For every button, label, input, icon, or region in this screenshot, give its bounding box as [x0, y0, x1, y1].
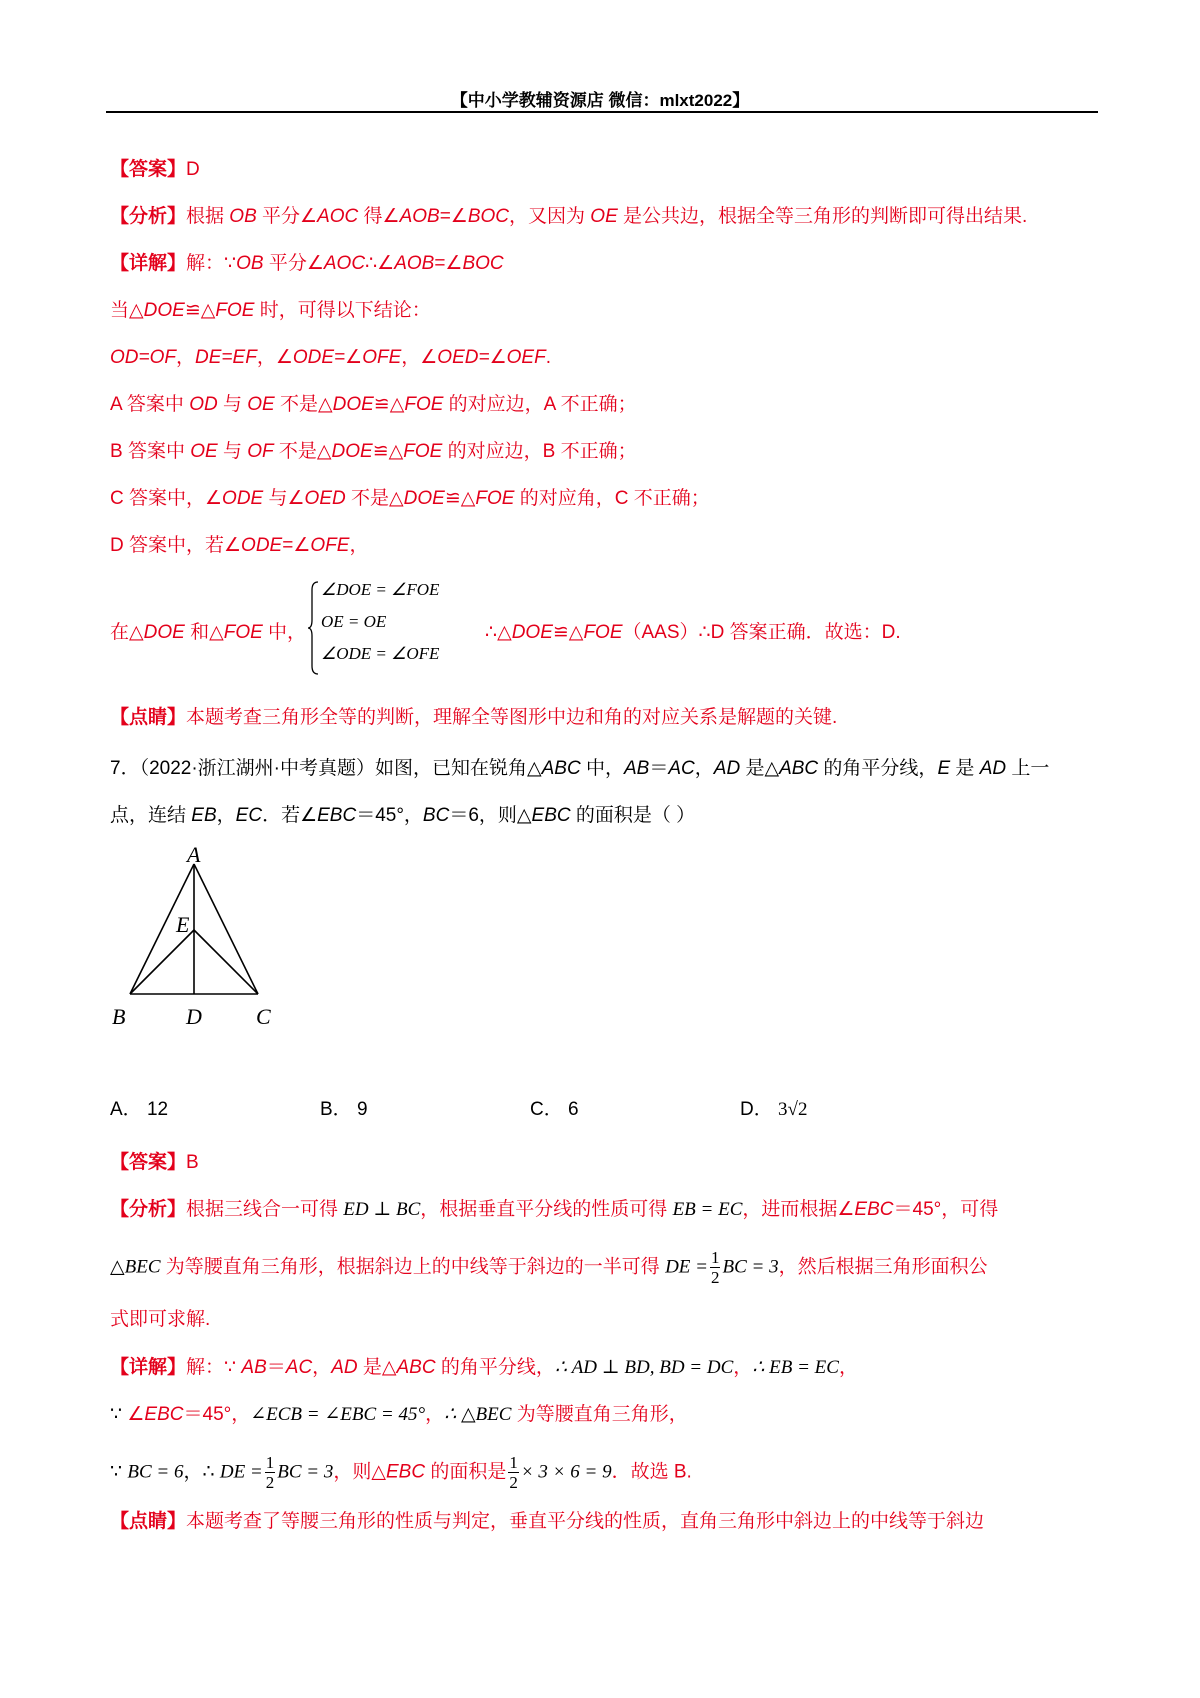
- option-label: B．: [320, 1099, 352, 1120]
- math: AOB: [399, 206, 440, 227]
- text: 当△: [110, 300, 144, 321]
- math: × 3 × 6 = 9: [520, 1461, 612, 1483]
- math: EBC: [317, 805, 357, 826]
- text: ＝: [649, 758, 669, 779]
- q7-answer-tag: 【答案】: [110, 1152, 187, 1173]
- math: FOE: [583, 622, 623, 643]
- option-value: 6: [568, 1099, 579, 1120]
- math: OD: [110, 347, 139, 368]
- fraction: [710, 1248, 721, 1287]
- q6-answer-line: [110, 158, 200, 182]
- text: =∠: [434, 253, 463, 274]
- text: ＝45°，可得: [893, 1199, 999, 1220]
- text: ，∠: [256, 347, 293, 368]
- math: DOE: [331, 441, 373, 462]
- math: FOE: [404, 394, 444, 415]
- math: ODE: [292, 347, 335, 368]
- text: 是: [950, 758, 980, 779]
- math: ODE: [222, 488, 264, 509]
- q7-analysis-tag: 【分析】: [110, 1199, 187, 1220]
- text: 是△: [357, 1357, 397, 1378]
- math: DE: [195, 347, 222, 368]
- equation-system: [307, 580, 477, 676]
- option-d[interactable]: [740, 1094, 807, 1121]
- math: OEF: [506, 347, 546, 368]
- text: ，: [176, 347, 196, 368]
- text: ，: [425, 1404, 445, 1425]
- text: ，: [694, 758, 714, 779]
- q6-line-3: [110, 346, 551, 370]
- math: BOC: [462, 253, 504, 274]
- math: DE =: [665, 1256, 708, 1278]
- q7-options: [110, 1094, 1010, 1122]
- math: OB: [236, 253, 264, 274]
- math: OED: [304, 488, 346, 509]
- q7-answer: B: [186, 1152, 199, 1173]
- text: 7．（2022·浙江湖州·中考真题）如图，已知在锐角△: [110, 758, 542, 779]
- page-header: 【中小学教辅资源店 微信：mlxt2022】: [450, 91, 750, 110]
- math: OB: [229, 206, 257, 227]
- math: AB: [623, 758, 650, 779]
- text: 的角平分线，: [818, 758, 938, 779]
- math: EB: [191, 805, 217, 826]
- math: FOE: [403, 441, 443, 462]
- denominator: 2: [710, 1268, 720, 1287]
- math: DOE: [511, 622, 553, 643]
- math: DOE: [143, 300, 185, 321]
- text: ．故选 B.: [611, 1461, 692, 1483]
- text: ≌△: [373, 394, 405, 415]
- text: 得∠: [358, 206, 400, 227]
- option-label: A．: [110, 1099, 142, 1120]
- text: 的对应边，A 不正确；: [443, 394, 637, 415]
- math: =∠: [334, 347, 363, 368]
- math: AOB: [394, 253, 435, 274]
- math: AC: [285, 1357, 313, 1378]
- q6-line-2: [110, 299, 431, 323]
- q7-stem-line-1: [110, 757, 1049, 781]
- text: 不是△: [274, 394, 333, 415]
- text: ．若∠: [262, 805, 318, 826]
- fraction: [508, 1453, 519, 1492]
- q7-detail-line-1: [110, 1356, 858, 1380]
- math: ∴ AD ⊥ BD, BD = DC: [554, 1357, 734, 1378]
- math: EBC: [144, 1404, 184, 1425]
- text: ＝: [266, 1357, 286, 1378]
- segment-eb: [130, 930, 194, 994]
- text: 解：∵: [186, 253, 237, 274]
- text: ＝45°，: [183, 1404, 251, 1425]
- q7-comment: 本题考查了等腰三角形的性质与判定，垂直平分线的性质，直角三角形中斜边上的中线等于斜边: [186, 1511, 985, 1532]
- segment-ec: [194, 930, 258, 994]
- text: =∠: [282, 535, 311, 556]
- option-value: 3√2: [778, 1099, 808, 1120]
- brace-icon: [307, 580, 319, 676]
- q6-line-8-post: [485, 621, 901, 645]
- text: ，进而根据∠: [742, 1199, 855, 1220]
- math: =: [221, 347, 233, 368]
- text: ∠: [127, 1404, 145, 1425]
- math: =: [138, 347, 150, 368]
- math: EC: [235, 805, 263, 826]
- text: 与: [217, 441, 248, 462]
- math: EBC: [386, 1461, 426, 1483]
- denominator: 2: [509, 1473, 518, 1492]
- label-b: B: [112, 1004, 126, 1029]
- q7-detail-tag: 【详解】: [110, 1357, 187, 1378]
- math: AC: [668, 758, 695, 779]
- math: EB = EC: [672, 1199, 743, 1220]
- math: BC = 6: [127, 1461, 184, 1483]
- option-value: 12: [146, 1099, 169, 1120]
- option-label: C．: [530, 1099, 563, 1120]
- text: ，则△: [333, 1461, 386, 1483]
- numerator: 1: [710, 1248, 720, 1267]
- option-c[interactable]: [530, 1094, 579, 1121]
- math: FOE: [475, 488, 515, 509]
- math: FOE: [223, 622, 263, 643]
- text: 平分∠: [263, 253, 324, 274]
- math: OD: [189, 394, 218, 415]
- text: D 答案中，若∠: [110, 535, 242, 556]
- text: A 答案中: [110, 394, 190, 415]
- q6-analysis-tag: 【分析】: [110, 206, 187, 227]
- text: 根据三线合一可得: [186, 1199, 344, 1220]
- q6-line-7: [110, 534, 368, 558]
- math: OE: [190, 441, 218, 462]
- text: ，: [216, 805, 236, 826]
- q7-analysis-line-1: [110, 1198, 998, 1222]
- math: OE: [247, 394, 275, 415]
- q7-detail-line-2: [110, 1403, 688, 1427]
- denominator: 2: [265, 1473, 275, 1492]
- system-row-1: ∠DOE = ∠FOE: [321, 580, 440, 599]
- text: C 答案中，∠: [110, 488, 223, 509]
- math: E: [937, 758, 951, 779]
- text: 中，: [580, 758, 624, 779]
- text: 的面积是: [425, 1461, 507, 1483]
- q6-line-6: [110, 487, 710, 511]
- math: AB: [241, 1357, 267, 1378]
- math: OFE: [362, 347, 402, 368]
- q6-detail-line: [110, 252, 504, 276]
- math: BC: [422, 805, 450, 826]
- math: ABC: [541, 758, 581, 779]
- text: 的对应边，B 不正确；: [442, 441, 637, 462]
- math: ∴ △BEC: [444, 1404, 512, 1425]
- q6-answer-tag: 【答案】: [110, 159, 187, 180]
- text: ≌△: [372, 441, 404, 462]
- system-row-3: ∠ODE = ∠OFE: [321, 644, 440, 663]
- math: ∵: [110, 1404, 128, 1425]
- text: ，: [349, 535, 369, 556]
- math: =∠: [478, 347, 507, 368]
- math: △: [110, 1256, 125, 1278]
- math: DE =: [219, 1461, 263, 1483]
- text: 为等腰直角三角形，根据斜边上的中线等于斜边的一半可得: [160, 1256, 666, 1278]
- q7-detail-line-3: [110, 1453, 692, 1492]
- label-a: A: [187, 842, 201, 867]
- text: （AAS）∴D 答案正确．故选：D.: [622, 622, 901, 643]
- math: DOE: [143, 622, 185, 643]
- text: 上一: [1006, 758, 1050, 779]
- math: DOE: [403, 488, 445, 509]
- math: EF: [232, 347, 257, 368]
- math: OF: [149, 347, 176, 368]
- label-c: C: [256, 1004, 271, 1029]
- text: ，根据垂直平分线的性质可得: [420, 1199, 673, 1220]
- math: OF: [247, 441, 274, 462]
- option-value: 9: [356, 1099, 368, 1120]
- text: 为等腰直角三角形，: [511, 1404, 688, 1425]
- math: AOC: [317, 206, 359, 227]
- math: FOE: [215, 300, 255, 321]
- math: AD: [979, 758, 1007, 779]
- text: 点，连结: [110, 805, 192, 826]
- math: ED ⊥ BC: [343, 1199, 421, 1220]
- q6-comment-tag: 【点睛】: [110, 707, 187, 728]
- text: ＝45°，: [356, 805, 423, 826]
- text: 是△: [740, 758, 780, 779]
- q7-analysis-line-2: [110, 1248, 988, 1287]
- text: =∠: [439, 206, 468, 227]
- text: 在△: [110, 622, 144, 643]
- numerator: 1: [509, 1453, 518, 1472]
- math: AD: [713, 758, 741, 779]
- option-a[interactable]: [110, 1094, 168, 1121]
- fraction: [265, 1453, 276, 1492]
- math: ODE: [241, 535, 283, 556]
- text: 解：∵: [186, 1357, 242, 1378]
- triangle-figure: [108, 838, 288, 1038]
- math: OE: [590, 206, 618, 227]
- option-b[interactable]: [320, 1094, 368, 1121]
- math: ，∴: [183, 1461, 220, 1483]
- text: 时，可得以下结论：: [254, 300, 431, 321]
- option-label: D．: [740, 1099, 773, 1120]
- text: 与∠: [263, 488, 305, 509]
- text: 的对应角，C 不正确；: [514, 488, 710, 509]
- math: ABC: [779, 758, 819, 779]
- text: 根据: [186, 206, 230, 227]
- segment-ac: [194, 864, 258, 994]
- text: ∴∠: [365, 253, 395, 274]
- text: .: [545, 347, 551, 368]
- math: BEC: [124, 1256, 161, 1278]
- q6-comment-line: [110, 706, 837, 730]
- text: ，又因为: [509, 206, 591, 227]
- text: B 答案中: [110, 441, 191, 462]
- text: 和△: [184, 622, 224, 643]
- q6-comment: 本题考查三角形全等的判断，理解全等图形中边和角的对应关系是解题的关键.: [186, 707, 838, 728]
- math: BOC: [467, 206, 510, 227]
- text: ，: [312, 1357, 332, 1378]
- label-e: E: [176, 912, 190, 937]
- text: 中，: [262, 622, 307, 643]
- math: ∠ECB = ∠EBC = 45°: [250, 1404, 426, 1425]
- q6-detail-tag: 【详解】: [110, 253, 187, 274]
- q7-answer-line: [110, 1151, 199, 1175]
- label-d: D: [186, 1004, 202, 1029]
- numerator: 1: [265, 1453, 275, 1472]
- text: 与: [217, 394, 248, 415]
- text: 不是△: [345, 488, 404, 509]
- math: BC = 3: [722, 1256, 779, 1278]
- math: ∵: [110, 1461, 128, 1483]
- q7-comment-line: [110, 1510, 984, 1534]
- math: EBC: [854, 1199, 894, 1220]
- math: EBC: [531, 805, 571, 826]
- system-row-2: OE = OE: [321, 612, 387, 631]
- text: ，然后根据三角形面积公: [778, 1256, 988, 1278]
- q6-answer: D: [186, 159, 200, 180]
- text: ≌△: [552, 622, 584, 643]
- math: AOC: [323, 253, 366, 274]
- text: ∴△: [485, 622, 512, 643]
- text: ，∠: [401, 347, 438, 368]
- q7-analysis-line-3: 式即可求解.: [110, 1309, 211, 1330]
- text: 是公共边，根据全等三角形的判断即可得出结果.: [617, 206, 1028, 227]
- math: ABC: [396, 1357, 436, 1378]
- text: 平分∠: [256, 206, 318, 227]
- math: AD: [331, 1357, 358, 1378]
- q6-line-4: [110, 393, 637, 417]
- math: OED: [437, 347, 479, 368]
- text: ＝6，则△: [449, 805, 532, 826]
- text: ，: [733, 1357, 753, 1378]
- q6-line-8-pre: [110, 621, 306, 645]
- q7-stem-line-2: [110, 804, 695, 828]
- math: ∴ EB = EC: [752, 1357, 839, 1378]
- text: 不是△: [273, 441, 332, 462]
- text: 的角平分线，: [435, 1357, 555, 1378]
- text: 的面积是（ ）: [570, 805, 696, 826]
- math: BC = 3: [277, 1461, 334, 1483]
- q6-analysis-line: [110, 205, 1027, 229]
- text: ≌△: [444, 488, 476, 509]
- header-rule: [106, 111, 1098, 113]
- math: OFE: [310, 535, 350, 556]
- text: ≌△: [184, 300, 216, 321]
- text: ，: [838, 1357, 858, 1378]
- q6-line-5: [110, 440, 637, 464]
- math: DOE: [332, 394, 374, 415]
- q7-comment-tag: 【点睛】: [110, 1511, 187, 1532]
